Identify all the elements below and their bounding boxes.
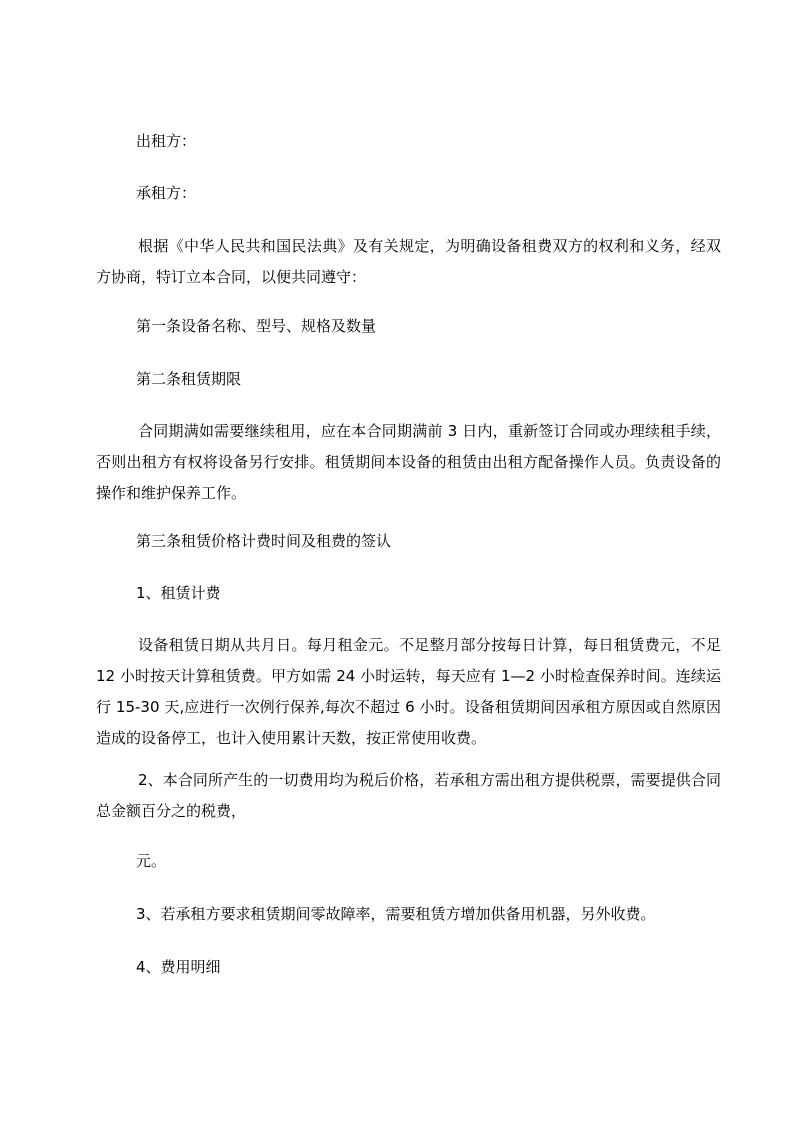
- item-2-body: 2、本合同所产生的一切费用均为税后价格，若承租方需出租方提供税票，需要提供合同总金额百分之的税费，: [96, 771, 721, 820]
- article-1-title: 第一条设备名称、型号、规格及数量: [136, 317, 377, 335]
- article-3-title: 第三条租赁价格计费时间及租费的签认: [136, 532, 392, 550]
- item-4-title: 4、费用明细: [136, 958, 221, 976]
- article-2-title: 第二条租赁期限: [136, 370, 242, 388]
- article-2-body: 合同期满如需要继续租用，应在本合同期满前 3 日内，重新签订合同或办理续租手续，否则出租方有权将设备另行安排。租赁期间本设备的租赁由出租方配备操作人员。负责设备的操作和维护保养工作。: [96, 422, 721, 502]
- preamble-paragraph: 根据《中华人民共和国民法典》及有关规定，为明确设备租费双方的权利和义务，经双方协商，特订立本合同，以便共同遵守：: [96, 237, 721, 286]
- lessee-label: 承租方：: [136, 184, 197, 202]
- item-1-title: 1、租赁计费: [136, 584, 221, 602]
- item-2-tail: 元。: [136, 852, 167, 870]
- item-1-body: 设备租赁日期从共月日。每月租金元。不足整月部分按每日计算，每日租赁费元，不足 12 小时按天计算租赁费。甲方如需 24 小时运转，每天应有 1—2 小时检查保养时间。连续运行 15-30 天,应进行一次例行保养,每次不超过 6 小时。设备租赁期间因承租方原因或自然原因造成的设备停工，也计入使用累计天数，按正常使用收费。: [96, 636, 721, 747]
- item-3-body: 3、若承租方要求租赁期间零故障率，需要租赁方增加供备用机器，另外收费。: [136, 905, 656, 923]
- lessor-label: 出租方：: [136, 132, 197, 150]
